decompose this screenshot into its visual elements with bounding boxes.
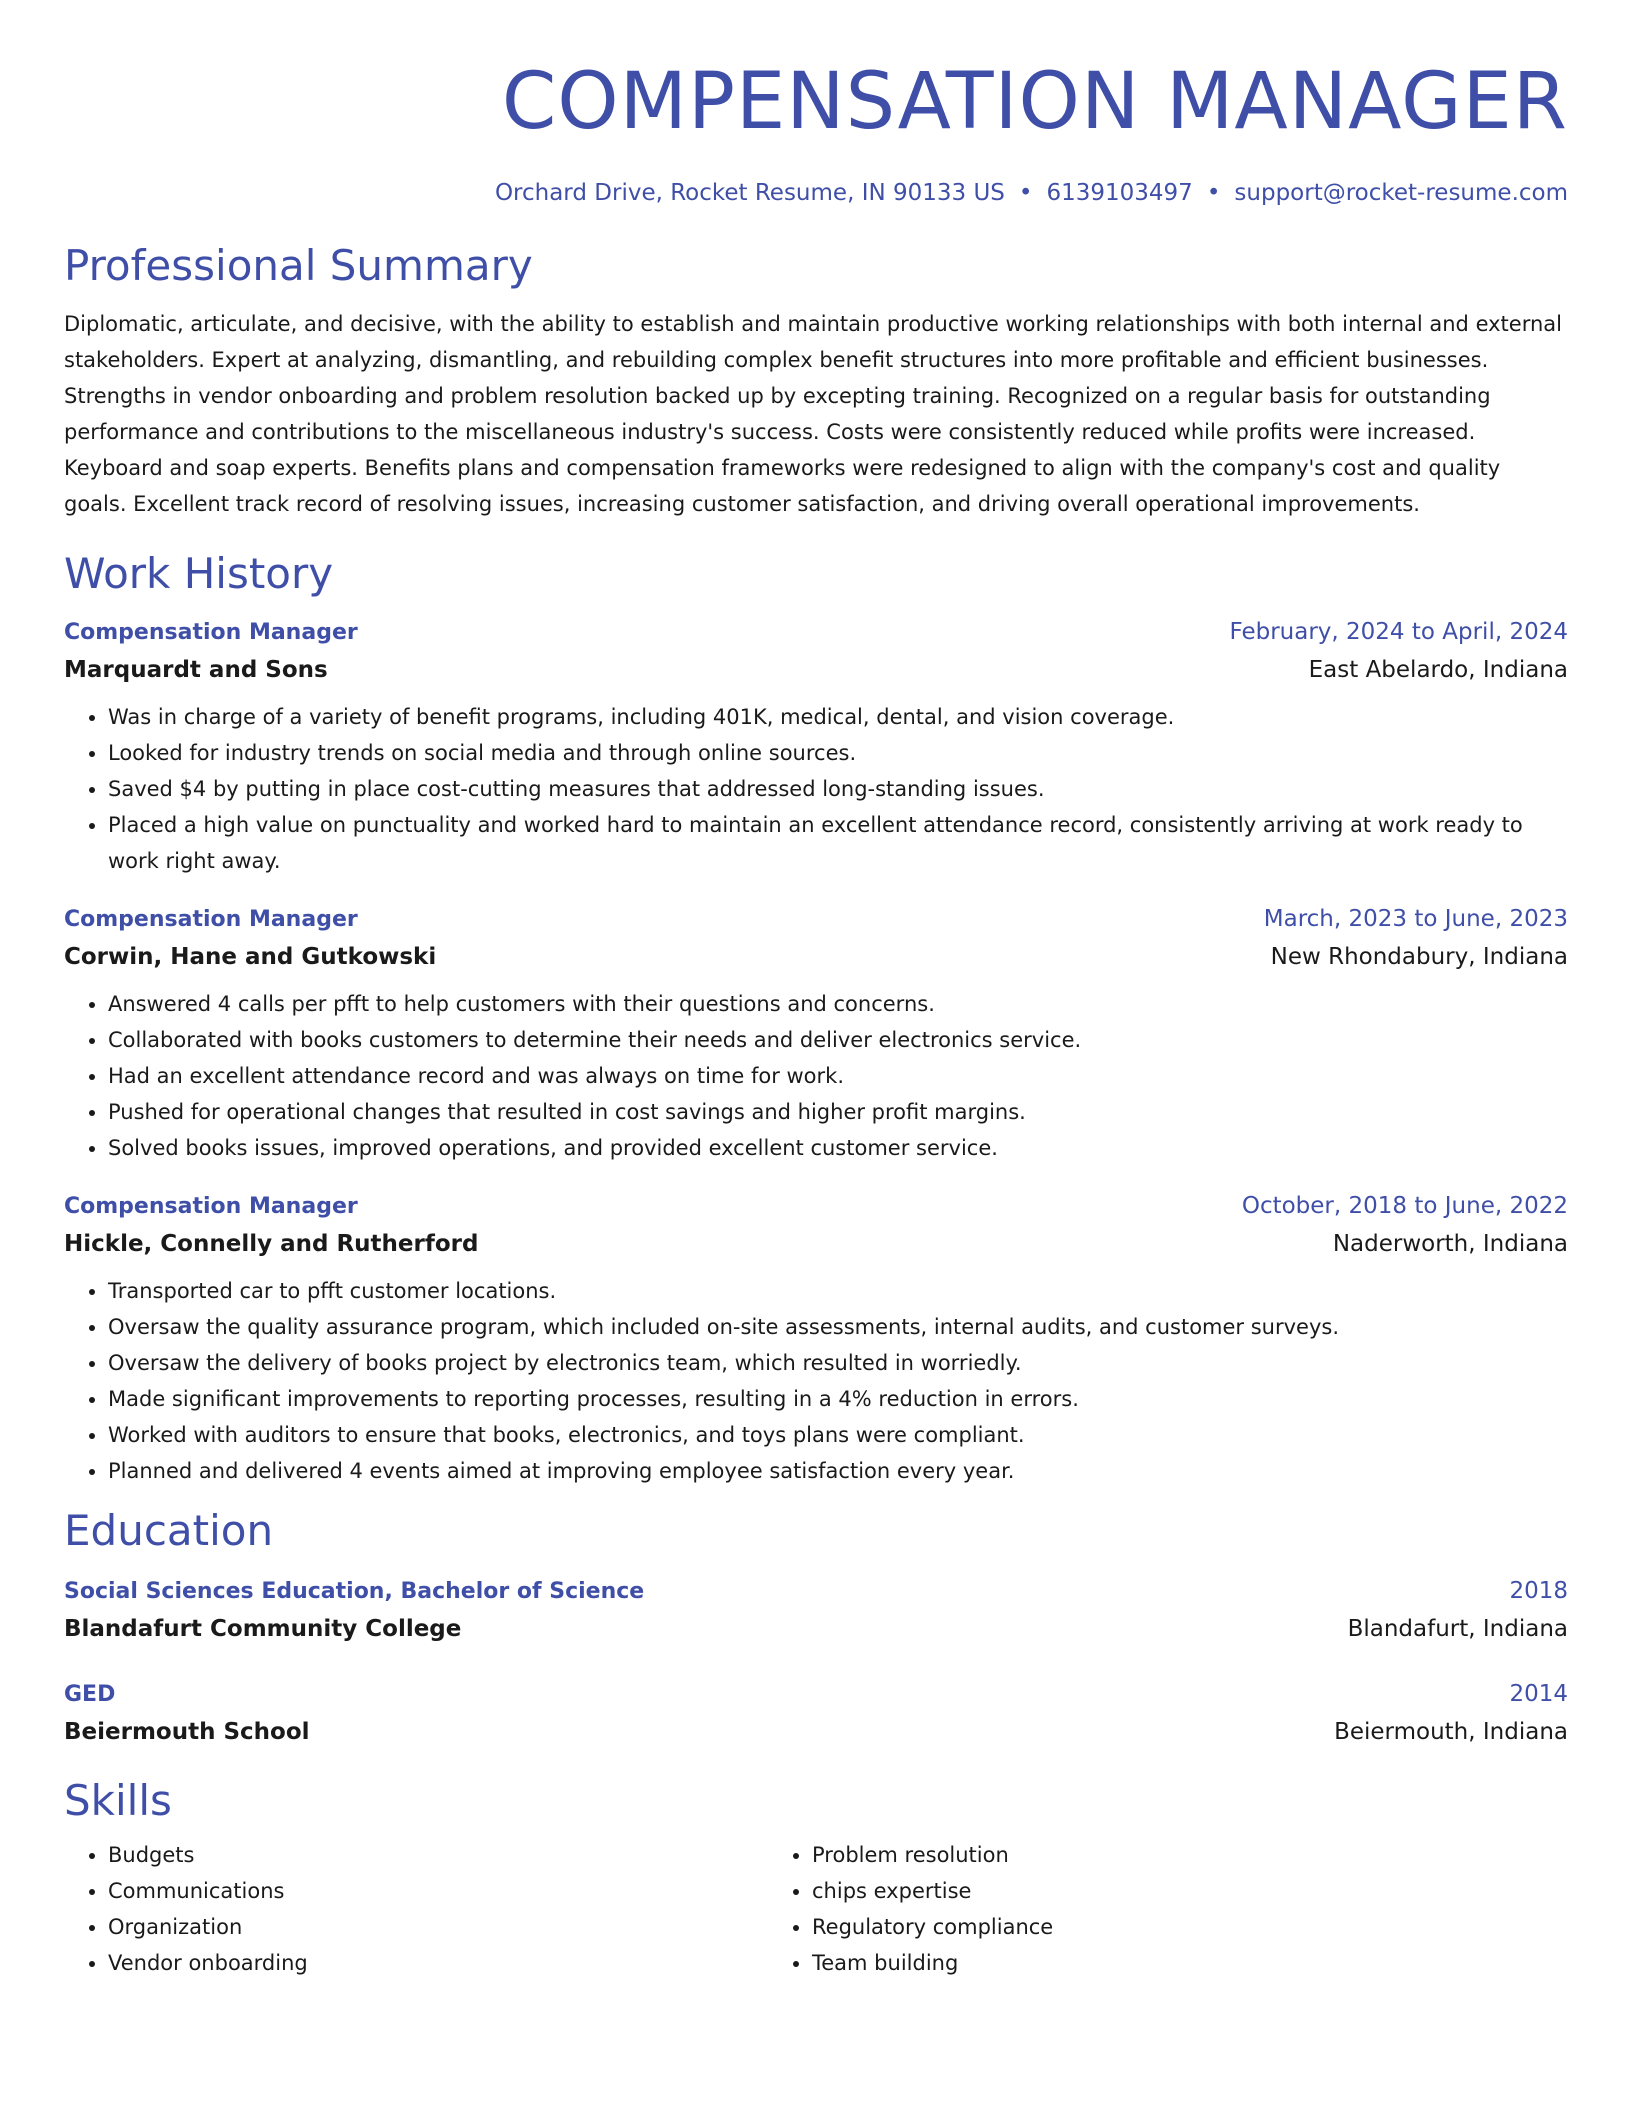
education-degree: Social Sciences Education, Bachelor of Science [64, 1579, 645, 1604]
education-location: Blandafurt, Indiana [1347, 1616, 1568, 1642]
job-bullet: • Was in charge of a variety of benefit programs, including 401K, medical, dental, and vision coverage. [108, 699, 1568, 735]
education-heading: Education [64, 1506, 274, 1555]
job-dates: March, 2023 to June, 2023 [1263, 906, 1568, 932]
job-bullet: • Oversaw the quality assurance program, which included on-site assessments, internal audits, and customer surveys. [108, 1309, 1568, 1345]
job-bullet: • Oversaw the delivery of books project by electronics team, which resulted in worriedly. [108, 1345, 1568, 1381]
contact-separator: • [1018, 180, 1033, 206]
job-location: New Rhondabury, Indiana [1270, 944, 1568, 970]
job-bullet: • Looked for industry trends on social media and through online sources. [108, 735, 1568, 771]
job-bullet: • Pushed for operational changes that resulted in cost savings and higher profit margins. [108, 1094, 1568, 1130]
job-dates: February, 2024 to April, 2024 [1229, 619, 1568, 645]
job-bullet: • Collaborated with books customers to determine their needs and deliver electronics service. [108, 1022, 1568, 1058]
education-year: 2018 [1509, 1578, 1568, 1604]
education-school: Blandafurt Community College [64, 1616, 462, 1642]
skills-heading: Skills [64, 1776, 172, 1825]
education-location: Beiermouth, Indiana [1334, 1719, 1568, 1745]
job-role: Compensation Manager [64, 620, 358, 645]
contact-line [64, 178, 1568, 208]
summary-heading: Professional Summary [64, 241, 533, 290]
education-entry [64, 1676, 1568, 1751]
job-bullet: • Planned and delivered 4 events aimed at improving employee satisfaction every year. [108, 1453, 1568, 1489]
job-company: Corwin, Hane and Gutkowski [64, 944, 437, 970]
work-history-heading: Work History [64, 549, 334, 598]
education-school: Beiermouth School [64, 1719, 310, 1745]
education-degree: GED [64, 1682, 116, 1707]
job-bullet: • Solved books issues, improved operations, and provided excellent customer service. [108, 1130, 1568, 1166]
contact-phone: 6139103497 [1046, 180, 1193, 206]
job-company: Marquardt and Sons [64, 657, 328, 683]
skill-item: • Vendor onboarding [108, 1945, 760, 1981]
contact-address: Orchard Drive, Rocket Resume, IN 90133 US [494, 180, 1005, 206]
job-bullets [64, 986, 1568, 1166]
skills-list [64, 1837, 1568, 1981]
skill-item: • Organization [108, 1909, 760, 1945]
contact-separator: • [1206, 180, 1221, 206]
job-bullet: • Worked with auditors to ensure that books, electronics, and toys plans were compliant. [108, 1417, 1568, 1453]
skill-item: • Problem resolution [812, 1837, 1456, 1873]
job-bullets [64, 699, 1568, 879]
job-role: Compensation Manager [64, 1194, 358, 1219]
job-bullet: • Saved $4 by putting in place cost-cutting measures that addressed long-standing issues. [108, 771, 1568, 807]
skill-item: • Team building [812, 1945, 1456, 1981]
job-bullet: • Placed a high value on punctuality and worked hard to maintain an excellent attendance record, consistently arriving at work ready to work right away. [108, 807, 1568, 879]
job-role: Compensation Manager [64, 907, 358, 932]
education-year: 2014 [1509, 1681, 1568, 1707]
job-entry [64, 1188, 1568, 1489]
skill-item: • Regulatory compliance [812, 1909, 1456, 1945]
job-bullet: • Transported car to pfft customer locations. [108, 1273, 1568, 1309]
contact-email: support@rocket-resume.com [1234, 180, 1568, 206]
job-company: Hickle, Connelly and Rutherford [64, 1231, 479, 1257]
resume-page [64, 0, 1568, 1981]
job-entry [64, 614, 1568, 879]
job-bullets [64, 1273, 1568, 1489]
skills-column-left [64, 1837, 760, 1981]
education-entry [64, 1573, 1568, 1648]
skill-item: • Communications [108, 1873, 760, 1909]
job-dates: October, 2018 to June, 2022 [1241, 1193, 1568, 1219]
summary-text: Diplomatic, articulate, and decisive, with the ability to establish and maintain productive working relationships with both internal and external stakeholders. Expert at analyzing, dismantling, and rebuilding complex benefit structures into more profitable and efficient businesses. Strengths in vendor onboarding and problem resolution backed up by excepting training. Recognized on a regular basis for outstanding performance and contributions to the miscellaneous industry's success. Costs were consistently reduced while profits were increased. Keyboard and soap experts. Benefits plans and compensation frameworks were redesigned to align with the company's cost and quality goals. Excellent track record of resolving issues, increasing customer satisfaction, and driving overall operational improvements. [64, 312, 1562, 516]
skill-item: • Budgets [108, 1837, 760, 1873]
skills-column-right [760, 1837, 1456, 1981]
job-location: East Abelardo, Indiana [1308, 657, 1568, 683]
skill-item: • chips expertise [812, 1873, 1456, 1909]
job-bullet: • Answered 4 calls per pfft to help customers with their questions and concerns. [108, 986, 1568, 1022]
job-location: Naderworth, Indiana [1332, 1231, 1568, 1257]
job-bullet: • Had an excellent attendance record and was always on time for work. [108, 1058, 1568, 1094]
job-bullet: • Made significant improvements to reporting processes, resulting in a 4% reduction in errors. [108, 1381, 1568, 1417]
resume-title: COMPENSATION MANAGER [501, 57, 1568, 147]
job-entry [64, 901, 1568, 1166]
